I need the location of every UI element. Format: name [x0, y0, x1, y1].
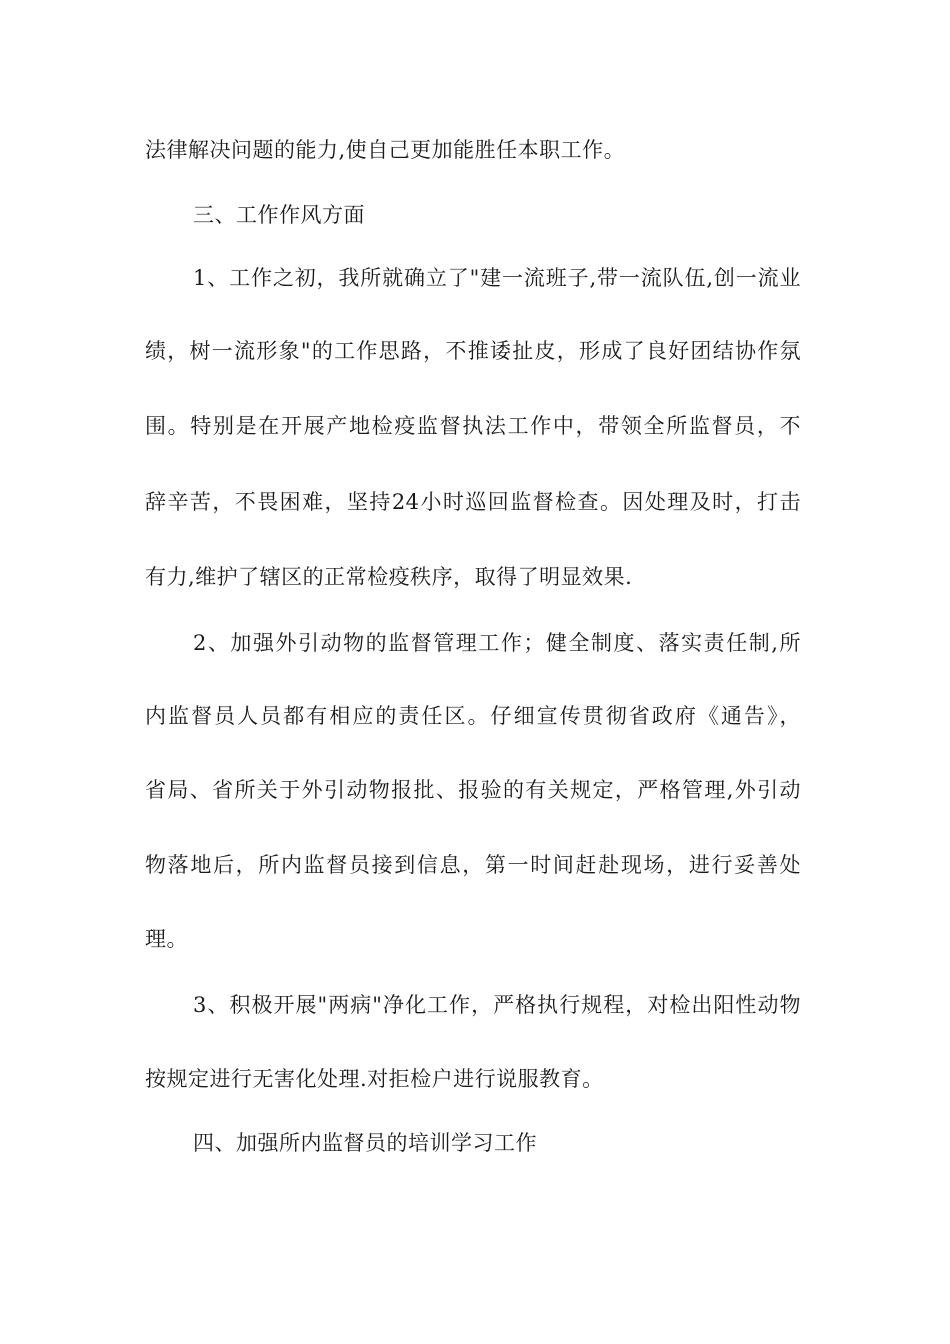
paragraph-line: 理。	[145, 927, 188, 951]
paragraph-line: 内监督员人员都有相应的责任区。仔细宣传贯彻省政府《通告》，	[145, 704, 801, 728]
paragraph-line: 围。特别是在开展产地检疫监督执法工作中，带领全所监督员，不	[145, 414, 801, 438]
paragraph-line: 3、积极开展"两病"净化工作，严格执行规程，对检出阳性动物	[193, 993, 801, 1017]
section-heading: 三、工作作风方面	[193, 203, 365, 227]
paragraph-line: 绩，树一流形象"的工作思路，不推诿扯皮，形成了良好团结协作氛	[145, 339, 801, 363]
paragraph-line: 有力,维护了辖区的正常检疫秩序，取得了明显效果.	[145, 565, 633, 589]
paragraph-line: 按规定进行无害化处理.对拒检户进行说服教育。	[145, 1067, 604, 1091]
section-heading: 四、加强所内监督员的培训学习工作	[193, 1131, 537, 1155]
paragraph-line: 2、加强外引动物的监督管理工作；健全制度、落实责任制,所	[193, 631, 801, 655]
paragraph-line: 法律解决问题的能力,使自己更加能胜任本职工作。	[145, 138, 626, 162]
paragraph-line: 辞辛苦，不畏困难，坚持24小时巡回监督检查。因处理及时，打击	[145, 490, 801, 514]
paragraph-line: 1、工作之初，我所就确立了"建一流班子,带一流队伍,创一流业	[193, 266, 801, 290]
paragraph-line: 物落地后，所内监督员接到信息，第一时间赶赴现场，进行妥善处	[145, 853, 801, 877]
paragraph-line: 省局、省所关于外引动物报批、报验的有关规定，严格管理,外引动	[145, 778, 801, 802]
